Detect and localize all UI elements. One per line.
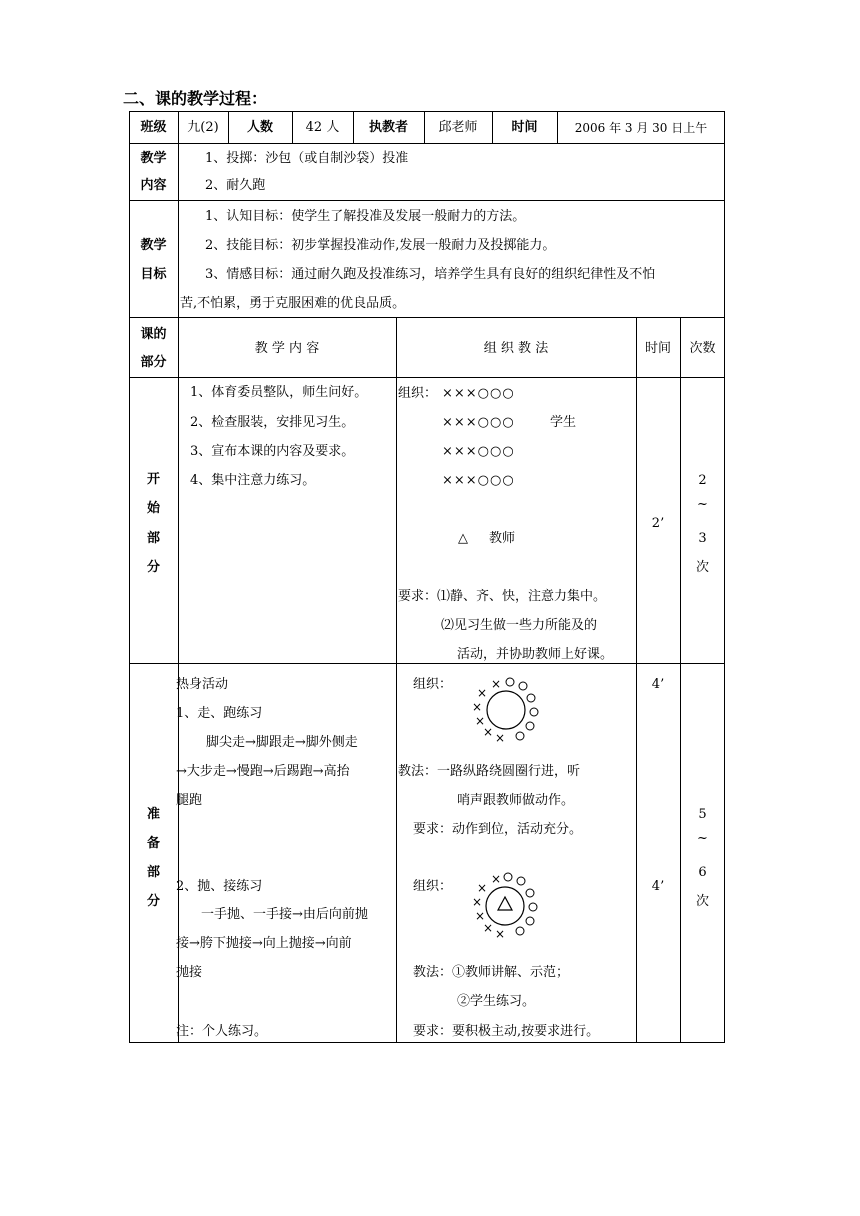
- class-label: 班级: [140, 120, 167, 135]
- circle-formation-diagram-2: [470, 871, 542, 941]
- content-column-header: 教 学 内 容: [254, 341, 320, 356]
- count-value: 42 人: [305, 120, 340, 135]
- ex1-line-1: 脚尖走→脚跟走→脚外侧走: [206, 735, 358, 750]
- prep-time-2: 4’: [651, 879, 665, 894]
- svg-text:×: ×: [474, 714, 486, 728]
- svg-text:×: ×: [471, 895, 483, 909]
- svg-text:×: ×: [471, 700, 483, 714]
- start-count-b: ~: [697, 497, 708, 512]
- start-item-2: 2、检查服装，安排见习生。: [190, 415, 355, 430]
- start-org-label: 组织：: [398, 386, 438, 401]
- svg-text:×: ×: [476, 881, 488, 895]
- goal-line-3: 3、情感目标：通过耐久跑及投准练习，培养学生具有良好的组织纪律性及不怕: [205, 267, 656, 282]
- goals-label-2: 目标: [140, 267, 167, 282]
- start-item-3: 3、宣布本课的内容及要求。: [190, 444, 355, 459]
- svg-text:×: ×: [476, 686, 488, 700]
- formation-row-3: ×××○○○: [442, 444, 515, 459]
- circle-formation-diagram-1: [470, 676, 542, 744]
- time-label: 时间: [511, 120, 538, 135]
- ex1-title: 1、走、跑练习: [176, 706, 263, 721]
- prep-count-c: 6: [698, 865, 707, 880]
- formation-row-2: ×××○○○: [442, 415, 515, 430]
- svg-text:×: ×: [494, 731, 506, 744]
- ex2-title: 2、抛、接练习: [176, 879, 263, 894]
- count-label: 人数: [246, 120, 273, 135]
- time-column-header: 时间: [644, 341, 671, 356]
- start-count-d: 次: [695, 560, 709, 575]
- start-part-char-4: 分: [146, 560, 160, 575]
- formation-teacher-label: 教师: [489, 531, 516, 546]
- start-count-c: 3: [698, 531, 707, 546]
- count-column-header: 次数: [689, 341, 716, 356]
- prep-req-1: 要求：动作到位，活动充分。: [413, 822, 583, 837]
- prep-method-1-line-2: 哨声跟教师做动作。: [457, 793, 575, 808]
- part-header-2: 部分: [140, 355, 167, 370]
- start-req-1: 要求：⑴静、齐、快，注意力集中。: [398, 589, 607, 604]
- teacher-label: 执教者: [368, 120, 408, 135]
- goals-label-1: 教学: [140, 238, 167, 253]
- goal-line-4: 苦,不怕累，勇于克服困难的优良品质。: [180, 296, 406, 311]
- prep-count-b: ~: [697, 831, 708, 846]
- ex2-line-3: 抛接: [176, 965, 203, 980]
- svg-text:×: ×: [490, 677, 502, 691]
- teacher-value: 邱老师: [438, 120, 478, 135]
- content-line-1: 1、投掷：沙包（或自制沙袋）投准: [205, 151, 409, 166]
- goal-line-1: 1、认知目标：使学生了解投准及发展一般耐力的方法。: [205, 209, 526, 224]
- start-req-3: 活动，并协助教师上好课。: [457, 647, 614, 662]
- prep-part-char-3: 部: [146, 865, 160, 880]
- ex1-line-2: →大步走→慢跑→后踢跑→高抬: [176, 764, 350, 779]
- svg-text:×: ×: [482, 725, 494, 739]
- prep-note: 注：个人练习。: [176, 1024, 268, 1039]
- content-label-1: 教学: [140, 151, 167, 166]
- start-item-1: 1、体育委员整队，师生问好。: [190, 385, 368, 400]
- part-header-1: 课的: [140, 327, 167, 342]
- ex2-line-2: 接→胯下抛接→向上抛接→向前: [176, 936, 352, 951]
- teacher-triangle-icon: △: [458, 531, 468, 546]
- formation-students-label: 学生: [550, 415, 577, 430]
- start-part-char-1: 开: [146, 472, 160, 487]
- start-req-2: ⑵见习生做一些力所能及的: [441, 618, 598, 633]
- warmup-title: 热身活动: [176, 677, 229, 692]
- svg-text:×: ×: [490, 872, 502, 886]
- prep-method-1-line-1: 教法：一路纵路绕圆圈行进，听: [398, 764, 581, 779]
- svg-text:×: ×: [482, 921, 494, 935]
- formation-row-4: ×××○○○: [442, 473, 515, 488]
- ex2-line-1: 一手抛、一手接→由后向前抛: [201, 907, 368, 922]
- prep-count-d: 次: [695, 894, 709, 909]
- goal-line-2: 2、技能目标：初步掌握投准动作,发展一般耐力及投掷能力。: [205, 238, 556, 253]
- start-part-char-3: 部: [146, 531, 160, 546]
- content-label-2: 内容: [140, 178, 167, 193]
- prep-part-char-4: 分: [146, 894, 160, 909]
- prep-part-char-1: 准: [146, 807, 160, 822]
- prep-req-2: 要求：要积极主动,按要求进行。: [413, 1024, 600, 1039]
- time-value: 2006 年 3 月 30 日上午: [574, 121, 708, 135]
- prep-method-2-line-1: 教法：①教师讲解、示范；: [413, 965, 570, 980]
- prep-time-1: 4’: [651, 677, 665, 692]
- prep-part-char-2: 备: [146, 836, 160, 851]
- prep-method-2-line-2: ②学生练习。: [457, 994, 536, 1009]
- ex1-line-3: 腿跑: [176, 793, 203, 808]
- svg-text:×: ×: [474, 909, 486, 923]
- class-value: 九(2): [187, 120, 219, 135]
- section-heading: 二、课的教学过程：: [123, 89, 268, 108]
- start-item-4: 4、集中注意力练习。: [190, 473, 316, 488]
- formation-row-1: ×××○○○: [442, 386, 515, 401]
- start-count-a: 2: [698, 473, 707, 488]
- start-time: 2’: [651, 516, 665, 531]
- prep-count-a: 5: [698, 807, 707, 822]
- content-line-2: 2、耐久跑: [205, 178, 266, 193]
- method-column-header: 组 织 教 法: [483, 341, 549, 356]
- prep-org-label-2: 组织：: [413, 879, 453, 894]
- svg-text:×: ×: [494, 927, 506, 941]
- start-part-char-2: 始: [146, 501, 160, 516]
- prep-org-label-1: 组织：: [413, 677, 453, 692]
